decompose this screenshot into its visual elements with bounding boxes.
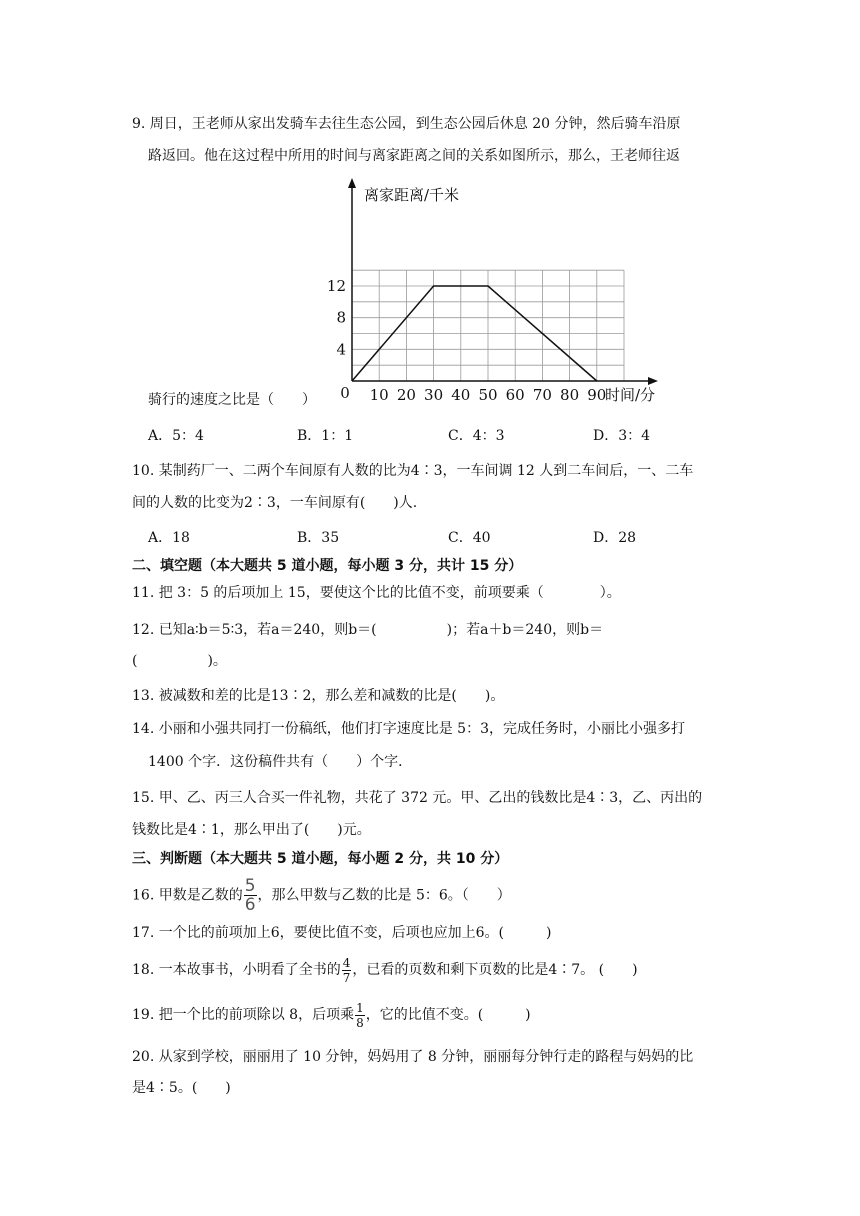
x-tick-label: 10 [369,386,389,404]
q9-line3: 骑行的速度之比是（ ） [148,392,316,408]
x-tick-label: 20 [396,386,416,404]
q19-fraction-denominator: 8 [356,1015,364,1030]
q9-line1: 9. 周日，王老师从家出发骑车去往生态公园，到生态公园后休息 20 分钟，然后骑车沿原 [132,116,681,132]
section-3-heading: 三、判断题（本大题共 5 道小题，每小题 2 分，共 10 分） [132,851,509,867]
x-axis-label: 时间/分 [605,386,656,404]
y-tick-label: 12 [326,277,346,295]
q13: 13. 被减数和差的比是13∶2，那么差和减数的比是( )。 [132,688,505,704]
q10-option-d: D．28 [593,530,637,546]
x-tick-label: 90 [587,386,607,404]
x-tick-label: 60 [505,386,525,404]
y-tick-label: 8 [336,308,346,327]
x-tick-label: 30 [424,386,444,404]
q12-line2: ( )。 [132,653,227,669]
origin-label: 0 [340,384,350,402]
x-tick-label: 80 [560,386,580,404]
q11: 11. 把 3：5 的后项加上 15，要使这个比的比值不变，前项要乘（ ）。 [132,585,621,601]
q20-line2: 是4∶5。( ) [132,1080,231,1096]
q10-option-a: A．18 [148,530,190,546]
q19-fraction-numerator: 1 [356,1000,364,1015]
q18-post: ，已看的页数和剩下页数的比是4∶7。 ( ) [352,962,638,978]
q10-option-b: B．35 [297,530,340,546]
q18-fraction-numerator: 4 [342,955,351,970]
q14-line1: 14. 小丽和小强共同打一份稿纸，他们打字速度比是 5：3，完成任务时，小丽比小强多打 [132,721,685,737]
q16-post: ，那么甲数与乙数的比是 5：6。（ ） [257,887,511,904]
q16-pre: 16. 甲数是乙数的 [132,887,243,904]
q16-fraction-denominator: 6 [244,895,256,915]
q16-fraction-numerator: 5 [244,876,256,896]
q19-fraction [355,1001,365,1030]
distance-time-chart [318,170,668,404]
q10-option-c: C．40 [448,530,491,546]
section-2-heading: 二、填空题（本大题共 5 道小题，每小题 3 分，共计 15 分） [132,558,523,574]
q16-fraction [244,877,257,914]
q16 [132,877,511,913]
x-tick-labels [370,386,607,404]
y-axis-arrow [348,178,356,188]
q9-option-b: B．1：1 [297,428,354,444]
x-tick-label: 40 [451,386,471,404]
y-axis-label: 离家距离/千米 [364,186,460,204]
q14-line2: 1400 个字．这份稿件共有（ ）个字． [148,754,413,770]
q19 [132,997,531,1033]
q19-pre: 19. 把一个比的前项除以 8，后项乘 [132,1007,355,1023]
q9-line2: 路返回。他在这过程中所用的时间与离家距离之间的关系如图所示，那么，王老师往返 [148,148,680,164]
q9-option-c: C．4：3 [448,428,505,444]
q18-fraction [342,956,352,985]
q15-line2: 钱数比是4∶1，那么甲出了( )元。 [132,822,371,838]
q12-line1: 12. 已知a∶b＝5∶3，若a＝240，则b＝( )；若a＋b＝240，则b＝ [132,622,604,638]
x-axis-arrow [648,377,658,385]
q10-line2: 间的人数的比变为2∶3，一车间原有( )人. [132,495,418,511]
x-tick-label: 50 [478,386,498,404]
q9-option-d: D．3：4 [593,428,651,444]
q10-line1: 10. 某制药厂一、二两个车间原有人数的比为4∶3，一车间调 12 人到二车间后，一、二车 [132,463,694,479]
q17: 17. 一个比的前项加上6，要使比值不变，后项也应加上6。( ) [132,925,552,941]
q9-option-a: A．5：4 [148,428,204,444]
y-tick-label: 4 [336,340,346,359]
chart-axes [348,178,658,385]
x-tick-label: 70 [532,386,552,404]
y-tick-labels [327,277,346,358]
q20-line1: 20. 从家到学校，丽丽用了 10 分钟，妈妈用了 8 分钟，丽丽每分钟行走的路程与妈妈的比 [132,1049,694,1065]
q15-line1: 15. 甲、乙、丙三人合买一件礼物，共花了 372 元。甲、乙出的钱数比是4∶3，乙、丙出的 [132,790,703,806]
q18-pre: 18. 一本故事书，小明看了全书的 [132,962,341,978]
q19-post: ，它的比值不变。( ) [365,1007,531,1023]
q18-fraction-denominator: 7 [342,970,351,985]
q18 [132,952,638,988]
